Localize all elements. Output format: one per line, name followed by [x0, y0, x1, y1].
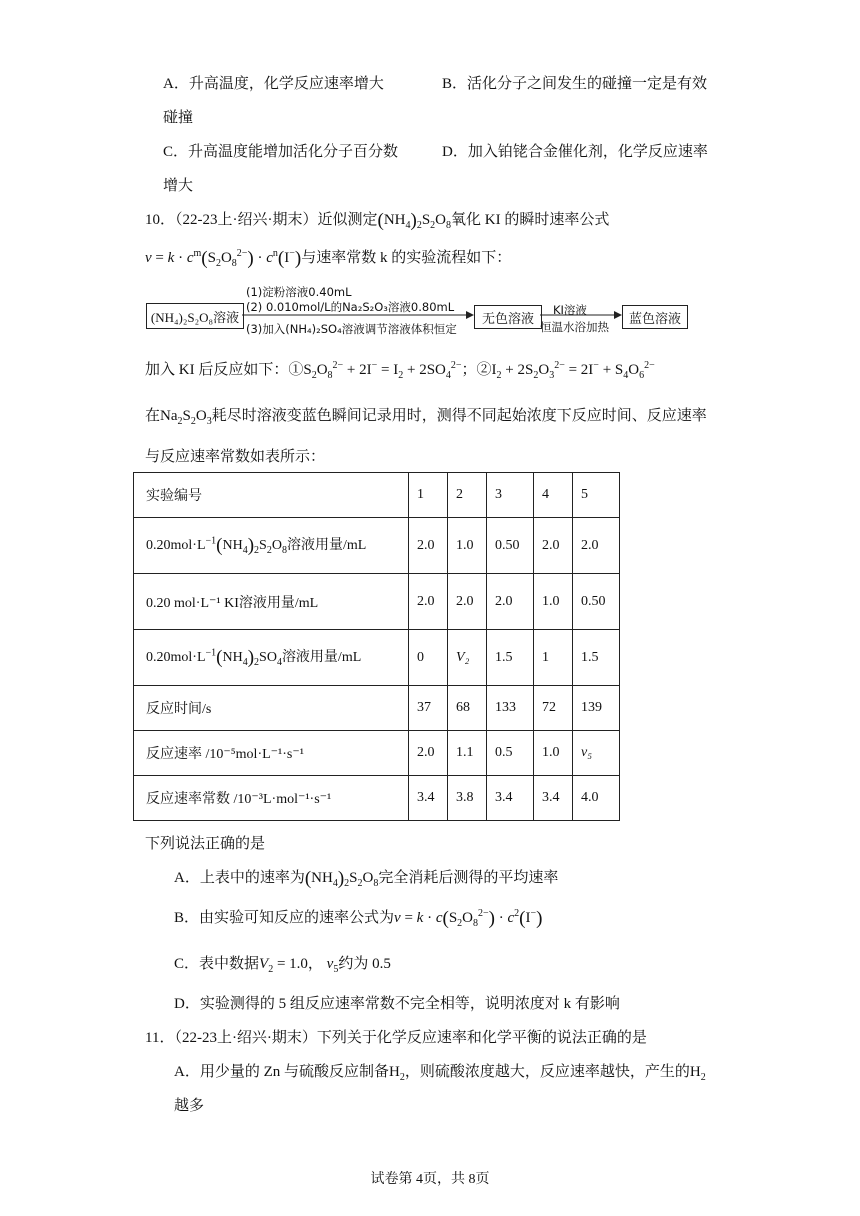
- table-cell: 3.4: [409, 776, 448, 821]
- table-row-label: $0.20mol\cdot L^{-1}(NH_4)_2SO_4$溶液用量/mL: [134, 630, 409, 686]
- table-cell: 0.50: [487, 518, 534, 574]
- table-row-label: $0.20mol\cdot L^{-1}(NH_4)_2S_2O_8$溶液用量/mL: [134, 518, 409, 574]
- flow-box-start: (NH₄)₂S₂O₈溶液: [146, 303, 244, 329]
- q10-c-mid: ，: [307, 956, 323, 972]
- q11-option-a-cont: 越多: [174, 1098, 205, 1114]
- q11-option-a: A．用少量的 Zn 与硫酸反应制备$H_2$，则硫酸浓度越大，反应速率越快，产生的$H_2$: [174, 1064, 706, 1083]
- table-cell: 68: [448, 686, 487, 731]
- table-cell: 3: [487, 473, 534, 518]
- table-cell: 1.0: [448, 518, 487, 574]
- table-cell: 4.0: [573, 776, 620, 821]
- q10-reaction-intro: 加入 KI 后反应如下：: [145, 362, 289, 378]
- table-row: [134, 686, 620, 731]
- q10-a-prefix: A．上表中的速率为: [174, 870, 305, 886]
- q9-option-b-cont: 碰撞: [163, 110, 194, 126]
- q10-stem-suffix: 氧化 KI 的瞬时速率公式: [451, 212, 610, 228]
- q10-option-c: C．表中数据$V_2 = 1.0$， $v_5$约为 0.5: [174, 956, 391, 975]
- table-cell: V₂: [448, 630, 487, 686]
- row1-label-suffix: 溶液用量/mL: [286, 538, 367, 553]
- q9-option-d: D．加入铂铑合金催化剂，化学反应速率: [442, 144, 708, 160]
- flow-step-2: (2) 0.010mol/L的Na₂S₂O₃溶液0.80mL: [246, 300, 455, 314]
- table-row-label: 反应时间/s: [134, 686, 409, 731]
- q10-table-intro: 与反应速率常数如表所示：: [145, 449, 326, 465]
- flow-step-4-bottom: 恒温水浴加热: [540, 320, 609, 334]
- flow-box-blue: 蓝色溶液: [622, 305, 688, 329]
- table-row-label: 反应速率常数 /10⁻³L·mol⁻¹·s⁻¹: [134, 776, 409, 821]
- table-row: [134, 731, 620, 776]
- table-cell: 1: [409, 473, 448, 518]
- table-cell: 1.5: [487, 630, 534, 686]
- table-row: [134, 574, 620, 630]
- q9-option-a: A．升高温度，化学反应速率增大: [163, 76, 384, 92]
- table-cell: 3.4: [487, 776, 534, 821]
- table-cell: 2.0: [409, 731, 448, 776]
- table-cell: 4: [534, 473, 573, 518]
- table-cell: 0: [409, 630, 448, 686]
- table-cell: 3.4: [534, 776, 573, 821]
- table-cell: 1.1: [448, 731, 487, 776]
- page-footer: 试卷第 4页，共 8页: [370, 1172, 490, 1187]
- data-table: [133, 472, 620, 821]
- q10-na-line: 在$Na_2S_2O_3$耗尽时溶液变蓝色瞬间记录用时，测得不同起始浓度下反应时间、反应速率: [145, 408, 707, 427]
- q10-option-b: B．由实验可知反应的速率公式为$v = k \cdot c(S_2O_8^{2-}) \cdot c^2(I^-)$: [174, 908, 543, 929]
- flow-arrow-2: [540, 306, 622, 326]
- flow-step-1: (1)淀粉溶液0.40mL: [246, 285, 352, 299]
- q10-rate-formula: $v = k \cdot c^m(S_2O_8^{2-}) \cdot c^n(I^-)$与速率常数 k 的实验流程如下：: [145, 248, 512, 269]
- q11-stem: 11．（22-23上·绍兴·期末）下列关于化学反应速率和化学平衡的说法正确的是: [145, 1030, 647, 1046]
- table-row: [134, 518, 620, 574]
- table-cell: 2.0: [409, 574, 448, 630]
- q10-stem-prefix: 10．（22-23上·绍兴·期末）近似测定: [145, 212, 378, 228]
- q10-c-suffix: 约为 0.5: [338, 956, 391, 972]
- table-cell: 1.0: [534, 731, 573, 776]
- table-cell: 2.0: [573, 518, 620, 574]
- table-cell: 5: [573, 473, 620, 518]
- q10-stem: 10．（22-23上·绍兴·期末）近似测定$(NH_4)_2S_2O_8$氧化 KI 的瞬时速率公式: [145, 210, 610, 231]
- table-row: [134, 630, 620, 686]
- q10-b-prefix: B．由实验可知反应的速率公式为: [174, 910, 395, 926]
- table-cell: 2.0: [534, 518, 573, 574]
- q9-option-c: C．升高温度能增加活化分子百分数: [163, 144, 399, 160]
- table-cell: 1.5: [573, 630, 620, 686]
- q10-reactions: 加入 KI 后反应如下：$①S_2O_8^{2-} + 2I^- = I_2 + 2SO_4^{2-}$；$②I_2 + 2S_2O_3^{2-} = 2I^- + S_4O_6^{2-}$: [145, 360, 655, 381]
- q10-na-prefix: 在: [145, 408, 161, 424]
- q9-option-d-cont: 增大: [163, 178, 194, 194]
- table-cell: 1: [534, 630, 573, 686]
- q10-c-prefix: C．表中数据: [174, 956, 260, 972]
- table-cell: 3.8: [448, 776, 487, 821]
- table-cell: 0.5: [487, 731, 534, 776]
- table-cell: 2.0: [487, 574, 534, 630]
- table-row: [134, 776, 620, 821]
- flow-arrow-1: [242, 306, 474, 326]
- q9-option-b: B．活化分子之间发生的碰撞一定是有效: [442, 76, 708, 92]
- table-cell: 2: [448, 473, 487, 518]
- row3-label-suffix: 溶液用量/mL: [281, 650, 362, 665]
- q10-formula-suffix: 与速率常数 k 的实验流程如下：: [301, 250, 512, 266]
- q10-a-suffix: 完全消耗后测得的平均速率: [378, 870, 559, 886]
- table-row-label: 反应速率 /10⁻⁵mol·L⁻¹·s⁻¹: [134, 731, 409, 776]
- table-cell: 0.50: [573, 574, 620, 630]
- flow-box-colorless: 无色溶液: [474, 305, 542, 329]
- table-cell: 1.0: [534, 574, 573, 630]
- q10-option-a: A．上表中的速率为$(NH_4)_2S_2O_8$完全消耗后测得的平均速率: [174, 868, 559, 889]
- q10-option-d: D．实验测得的 5 组反应速率常数不完全相等，说明浓度对 k 有影响: [174, 996, 620, 1012]
- q10-na-text: 耗尽时溶液变蓝色瞬间记录用时，测得不同起始浓度下反应时间、反应速率: [211, 408, 707, 424]
- flow-step-4-top: KI溶液: [553, 303, 587, 317]
- q10-question: 下列说法正确的是: [145, 836, 266, 852]
- table-cell: 实验编号: [134, 473, 409, 518]
- table-cell: v₅: [573, 731, 620, 776]
- q11-a-mid: ，则硫酸浓度越大，反应速率越快，产生的: [404, 1064, 690, 1080]
- table-cell: 2.0: [448, 574, 487, 630]
- table-cell: 72: [534, 686, 573, 731]
- q11-a-prefix: A．用少量的 Zn 与硫酸反应制备: [174, 1064, 389, 1080]
- table-cell: 139: [573, 686, 620, 731]
- table-cell: 133: [487, 686, 534, 731]
- table-row-label: 0.20 mol·L⁻¹ KI溶液用量/mL: [134, 574, 409, 630]
- flow-step-3: (3)加入(NH₄)₂SO₄溶液调节溶液体积恒定: [246, 322, 457, 336]
- table-row: [134, 473, 620, 518]
- table-cell: 37: [409, 686, 448, 731]
- table-cell: 2.0: [409, 518, 448, 574]
